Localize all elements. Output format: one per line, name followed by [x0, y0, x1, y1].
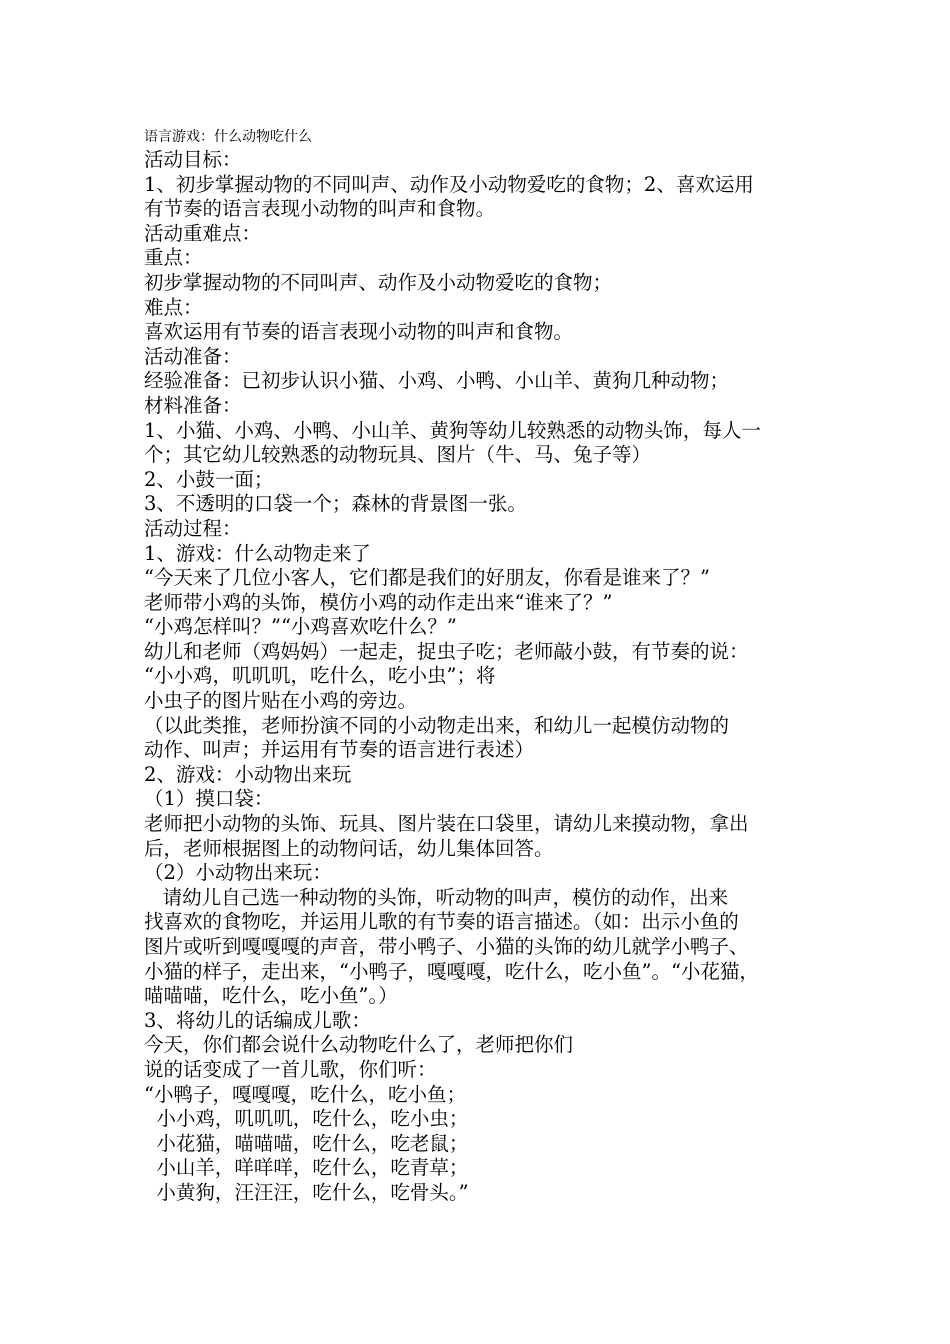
text-line: 小虫子的图片贴在小鸡的旁边。 — [144, 689, 418, 713]
text-line: “小鸡怎样叫？”“小鸡喜欢吃什么？” — [144, 615, 457, 639]
text-line: 1、小猫、小鸡、小鸭、小山羊、黄狗等幼儿较熟悉的动物头饰，每人一 — [144, 418, 761, 442]
text-line: 2、游戏：小动物出来玩 — [144, 762, 352, 786]
text-line: 难点： — [144, 295, 203, 319]
text-line: 1、游戏：什么动物走来了 — [144, 541, 371, 565]
text-line: 今天，你们都会说什么动物吃什么了，老师把你们 — [144, 1033, 574, 1057]
text-line: 后，老师根据图上的动物问话，幼儿集体回答。 — [144, 836, 554, 860]
text-line: 老师把小动物的头饰、玩具、图片装在口袋里，请幼儿来摸动物，拿出 — [144, 812, 749, 836]
text-line: “小鸭子，嘎嘎嘎，吃什么，吃小鱼； — [144, 1082, 466, 1106]
text-line: 小花猫，喵喵喵，吃什么，吃老鼠； — [144, 1131, 469, 1155]
text-line: （1）摸口袋： — [144, 787, 274, 811]
document-title: 语言游戏：什么动物吃什么 — [144, 129, 312, 145]
text-line: 喵喵喵，吃什么，吃小鱼”。） — [144, 984, 398, 1008]
text-line: 老师带小鸡的头饰，模仿小鸡的动作走出来“谁来了？” — [144, 590, 613, 614]
text-line: 活动目标： — [144, 148, 242, 171]
text-line: 材料准备： — [144, 393, 242, 417]
text-line: 活动过程： — [144, 516, 242, 540]
text-line: （2）小动物出来玩： — [144, 861, 332, 885]
text-line: 3、将幼儿的话编成儿歌： — [144, 1008, 371, 1032]
document-body — [144, 148, 824, 1206]
text-line: 经验准备：已初步认识小猫、小鸡、小鸭、小山羊、黄狗几种动物； — [144, 369, 730, 393]
text-line: 喜欢运用有节奏的语言表现小动物的叫声和食物。 — [144, 320, 574, 344]
text-line: “小小鸡，叽叽叽，吃什么，吃小虫”；将 — [144, 664, 496, 688]
text-line: （以此类推，老师扮演不同的小动物走出来，和幼儿一起模仿动物的 — [144, 713, 730, 737]
text-line: 有节奏的语言表现小动物的叫声和食物。 — [144, 197, 496, 221]
document-page — [144, 126, 824, 1206]
text-line: 小猫的样子，走出来，“小鸭子，嘎嘎嘎，吃什么，吃小鱼”。“小花猫， — [144, 959, 759, 983]
text-line: 找喜欢的食物吃，并运用儿歌的有节奏的语言描述。（如：出示小鱼的 — [144, 910, 739, 934]
text-line: 动作、叫声；并运用有节奏的语言进行表述） — [144, 738, 535, 762]
text-line: 个；其它幼儿较熟悉的动物玩具、图片（牛、马、兔子等） — [144, 443, 652, 467]
text-line: 小小鸡，叽叽叽，吃什么，吃小虫； — [144, 1107, 469, 1131]
text-line: 说的话变成了一首儿歌，你们听： — [144, 1057, 437, 1081]
text-line: 小山羊，咩咩咩，吃什么，吃青草； — [144, 1156, 469, 1180]
text-line: 1、初步掌握动物的不同叫声、动作及小动物爱吃的食物；2、喜欢运用 — [144, 172, 754, 196]
text-line: 3、不透明的口袋一个；森林的背景图一张。 — [144, 492, 527, 516]
text-line: 幼儿和老师（鸡妈妈）一起走，捉虫子吃；老师敲小鼓，有节奏的说： — [144, 639, 749, 663]
text-line: 请幼儿自己选一种动物的头饰，听动物的叫声，模仿的动作，出来 — [144, 885, 729, 909]
text-line: 小黄狗，汪汪汪，吃什么，吃骨头。” — [144, 1180, 469, 1204]
text-line: 2、小鼓一面； — [144, 467, 274, 491]
text-line: 活动重难点： — [144, 221, 262, 245]
text-line: 图片或听到嘎嘎嘎的声音，带小鸭子、小猫的头饰的幼儿就学小鸭子、 — [144, 935, 749, 958]
text-line: 活动准备： — [144, 344, 242, 368]
text-line: “今天来了几位小客人，它们都是我们的好朋友，你看是谁来了？” — [144, 566, 710, 590]
text-line: 初步掌握动物的不同叫声、动作及小动物爱吃的食物； — [144, 270, 613, 294]
text-line: 重点： — [144, 246, 203, 270]
